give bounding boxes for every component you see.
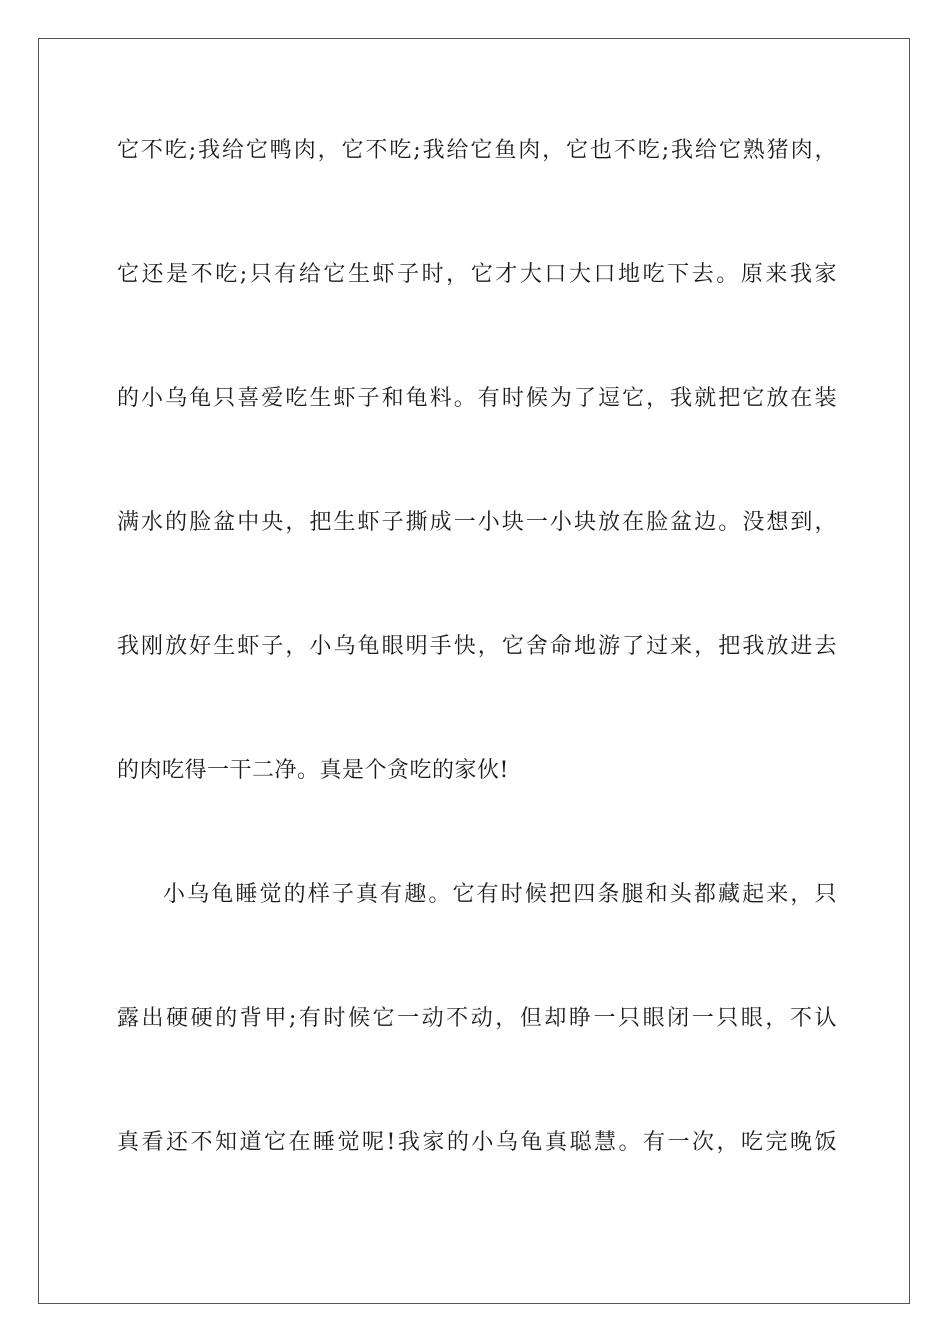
paragraph-line-8: 露出硬硬的背甲;有时候它一动不动，但却睁一只眼闭一只眼，不认 — [117, 1006, 837, 1031]
page-border — [38, 38, 910, 1304]
paragraph-line-6: 的肉吃得一干二净。真是个贪吃的家伙! — [117, 758, 509, 783]
paragraph-line-3: 的小乌龟只喜爱吃生虾子和龟料。有时候为了逗它，我就把它放在装 — [117, 386, 837, 411]
paragraph-line-4: 满水的脸盆中央，把生虾子撕成一小块一小块放在脸盆边。没想到， — [117, 510, 837, 535]
paragraph-line-2: 它还是不吃;只有给它生虾子时，它才大口大口地吃下去。原来我家 — [117, 262, 837, 287]
paragraph-line-5: 我刚放好生虾子，小乌龟眼明手快，它舍命地游了过来，把我放进去 — [117, 634, 837, 659]
paragraph-line-7: 小乌龟睡觉的样子真有趣。它有时候把四条腿和头都藏起来，只 — [163, 882, 837, 907]
paragraph-line-9: 真看还不知道它在睡觉呢!我家的小乌龟真聪慧。有一次，吃完晚饭 — [117, 1130, 837, 1155]
paragraph-line-1: 它不吃;我给它鸭肉，它不吃;我给它鱼肉，它也不吃;我给它熟猪肉， — [117, 138, 837, 163]
